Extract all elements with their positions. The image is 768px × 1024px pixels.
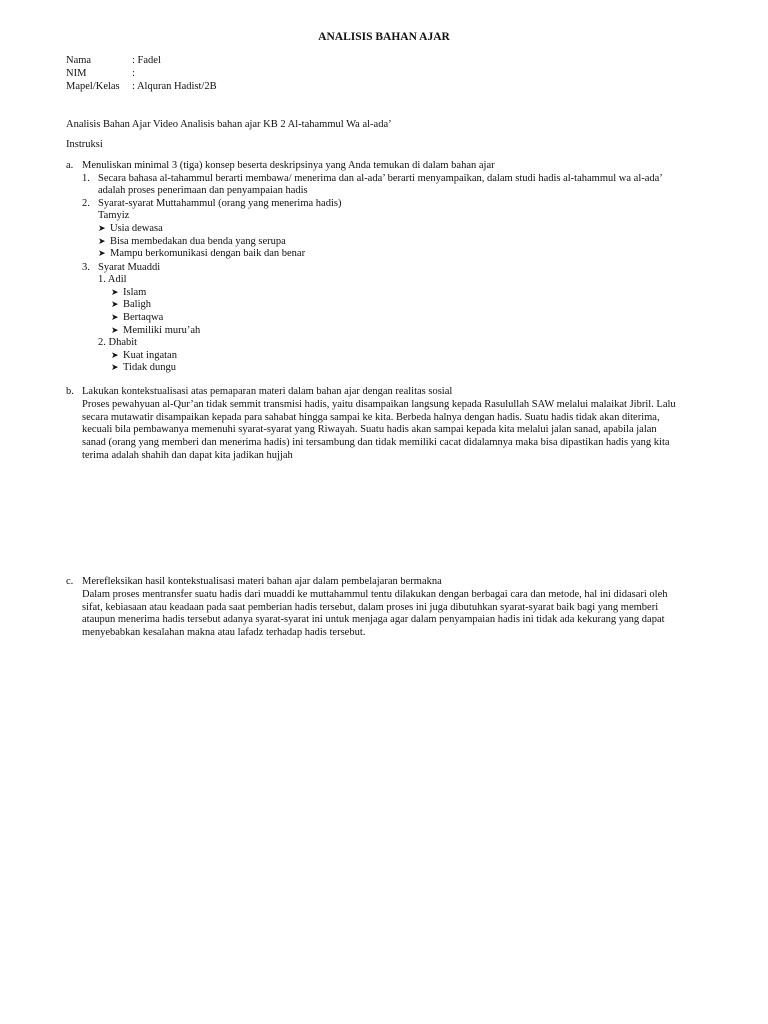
section-a-heading: Menuliskan minimal 3 (tiga) konsep beserta deskripsinya yang Anda temukan di dalam bahan ajar <box>82 160 495 171</box>
nim-value: : <box>132 68 135 79</box>
arrow-bullet-icon: ➤ <box>98 249 106 259</box>
arrow-bullet-icon: ➤ <box>98 224 106 234</box>
item-3-heading: Syarat Muaddi <box>98 262 161 273</box>
nama-label: Nama <box>66 55 92 66</box>
mapel-label: Mapel/Kelas <box>66 81 120 92</box>
paragraph-line: Proses pewahyuan al-Qur’an tidak semmit transmisi hadis, yaitu disampaikan langsung kepada Rasulullah SAW melalui malaikat Jibril. Lalu <box>82 399 676 410</box>
paragraph-line: terima adalah shahih dan dapat kita jadikan hujjah <box>82 450 293 461</box>
nama-row <box>66 54 161 67</box>
arrow-bullet-icon: ➤ <box>111 300 119 310</box>
item-1-line: Secara bahasa al-tahammul berarti membawa/ menerima dan al-ada’ berarti menyampaikan, dalam studi hadis al-tahammul wa al-ada’ <box>98 173 663 184</box>
list-item: ➤ Tidak dungu <box>111 362 176 373</box>
list-item: ➤ Baligh <box>111 299 151 310</box>
nama-value: : Fadel <box>132 55 161 66</box>
arrow-bullet-icon: ➤ <box>111 351 119 361</box>
nim-label: NIM <box>66 68 87 79</box>
list-item: ➤ Kuat ingatan <box>111 350 177 361</box>
list-item: ➤ Mampu berkomunikasi dengan baik dan benar <box>98 248 306 259</box>
arrow-bullet-icon: ➤ <box>111 363 119 373</box>
section-b-heading: Lakukan kontekstualisasi atas pemaparan materi dalam bahan ajar dengan realitas sosial <box>82 386 453 397</box>
paragraph-line: sanad (orang yang memberi dan menerima hadis) ini tersambung dan tidak memiliki cacat didalamnya maka bisa dipastikan hadis yang kita <box>82 437 670 448</box>
item-1-line: adalah proses penerimaan dan penyampaian hadis <box>98 185 308 196</box>
section-c-marker: c. <box>66 576 74 587</box>
paragraph-line: kecuali bila pembawanya memenuhi syarat-syarat yang Riwayah. Suatu hadis akan sampai kepada kita melalui jalan sanad, apabila jalan <box>82 424 657 435</box>
paragraph-line: ataupun menerima hadis tersebut adanya syarat-syarat ini untuk menjaga agar dalam penyampaian hadis ini tidak ada kekurang yang dapat <box>82 614 665 625</box>
paragraph-line: secara mutawatir disampaikan kepada para sahabat hingga sampai ke kita. Berbeda halnya dengan hadis. Suatu hadis tidak akan diterima, <box>82 412 660 423</box>
section-a-marker: a. <box>66 160 74 171</box>
adil-label: 1. Adil <box>98 274 127 285</box>
paragraph-line: sifat, kebiasaan atau keadaan pada saat pemberian hadis tersebut, dalam proses ini juga dibutuhkan syarat-syarat baik bagi yang memberi <box>82 602 659 613</box>
item-2-number: 2. <box>82 198 90 209</box>
nim-row <box>66 67 135 80</box>
arrow-bullet-icon: ➤ <box>111 313 119 323</box>
item-2-heading: Syarat-syarat Muttahammul (orang yang menerima hadis) <box>98 198 342 209</box>
subject-line: Analisis Bahan Ajar Video Analisis bahan ajar KB 2 Al-tahammul Wa al-ada’ <box>66 119 392 130</box>
list-item: ➤ Memiliki muru’ah <box>111 325 201 336</box>
section-b-marker: b. <box>66 386 74 397</box>
dhabit-label: 2. Dhabit <box>98 337 138 348</box>
arrow-bullet-icon: ➤ <box>98 237 106 247</box>
mapel-row <box>66 80 217 93</box>
item-3-number: 3. <box>82 262 90 273</box>
tamyiz-label: Tamyiz <box>98 210 130 221</box>
list-item: ➤ Bertaqwa <box>111 312 164 323</box>
list-item: ➤ Usia dewasa <box>98 223 163 234</box>
list-item: ➤ Bisa membedakan dua benda yang serupa <box>98 236 286 247</box>
list-item: ➤ Islam <box>111 287 147 298</box>
paragraph-line: Dalam proses mentransfer suatu hadis dari muaddi ke muttahammul tentu dilakukan dengan berbagai cara dan metode, hal ini didasari oleh <box>82 589 668 600</box>
paragraph-line: menyebabkan kesalahan makna atau lafadz terhadap hadis tersebut. <box>82 627 366 638</box>
section-c-heading: Merefleksikan hasil kontekstualisasi materi bahan ajar dalam pembelajaran bermakna <box>82 576 442 587</box>
arrow-bullet-icon: ➤ <box>111 288 119 298</box>
arrow-bullet-icon: ➤ <box>111 326 119 336</box>
item-1-number: 1. <box>82 173 90 184</box>
mapel-value: : Alquran Hadist/2B <box>132 81 217 92</box>
instruksi-heading: Instruksi <box>66 139 103 150</box>
page-title: ANALISIS BAHAN AJAR <box>318 31 450 43</box>
